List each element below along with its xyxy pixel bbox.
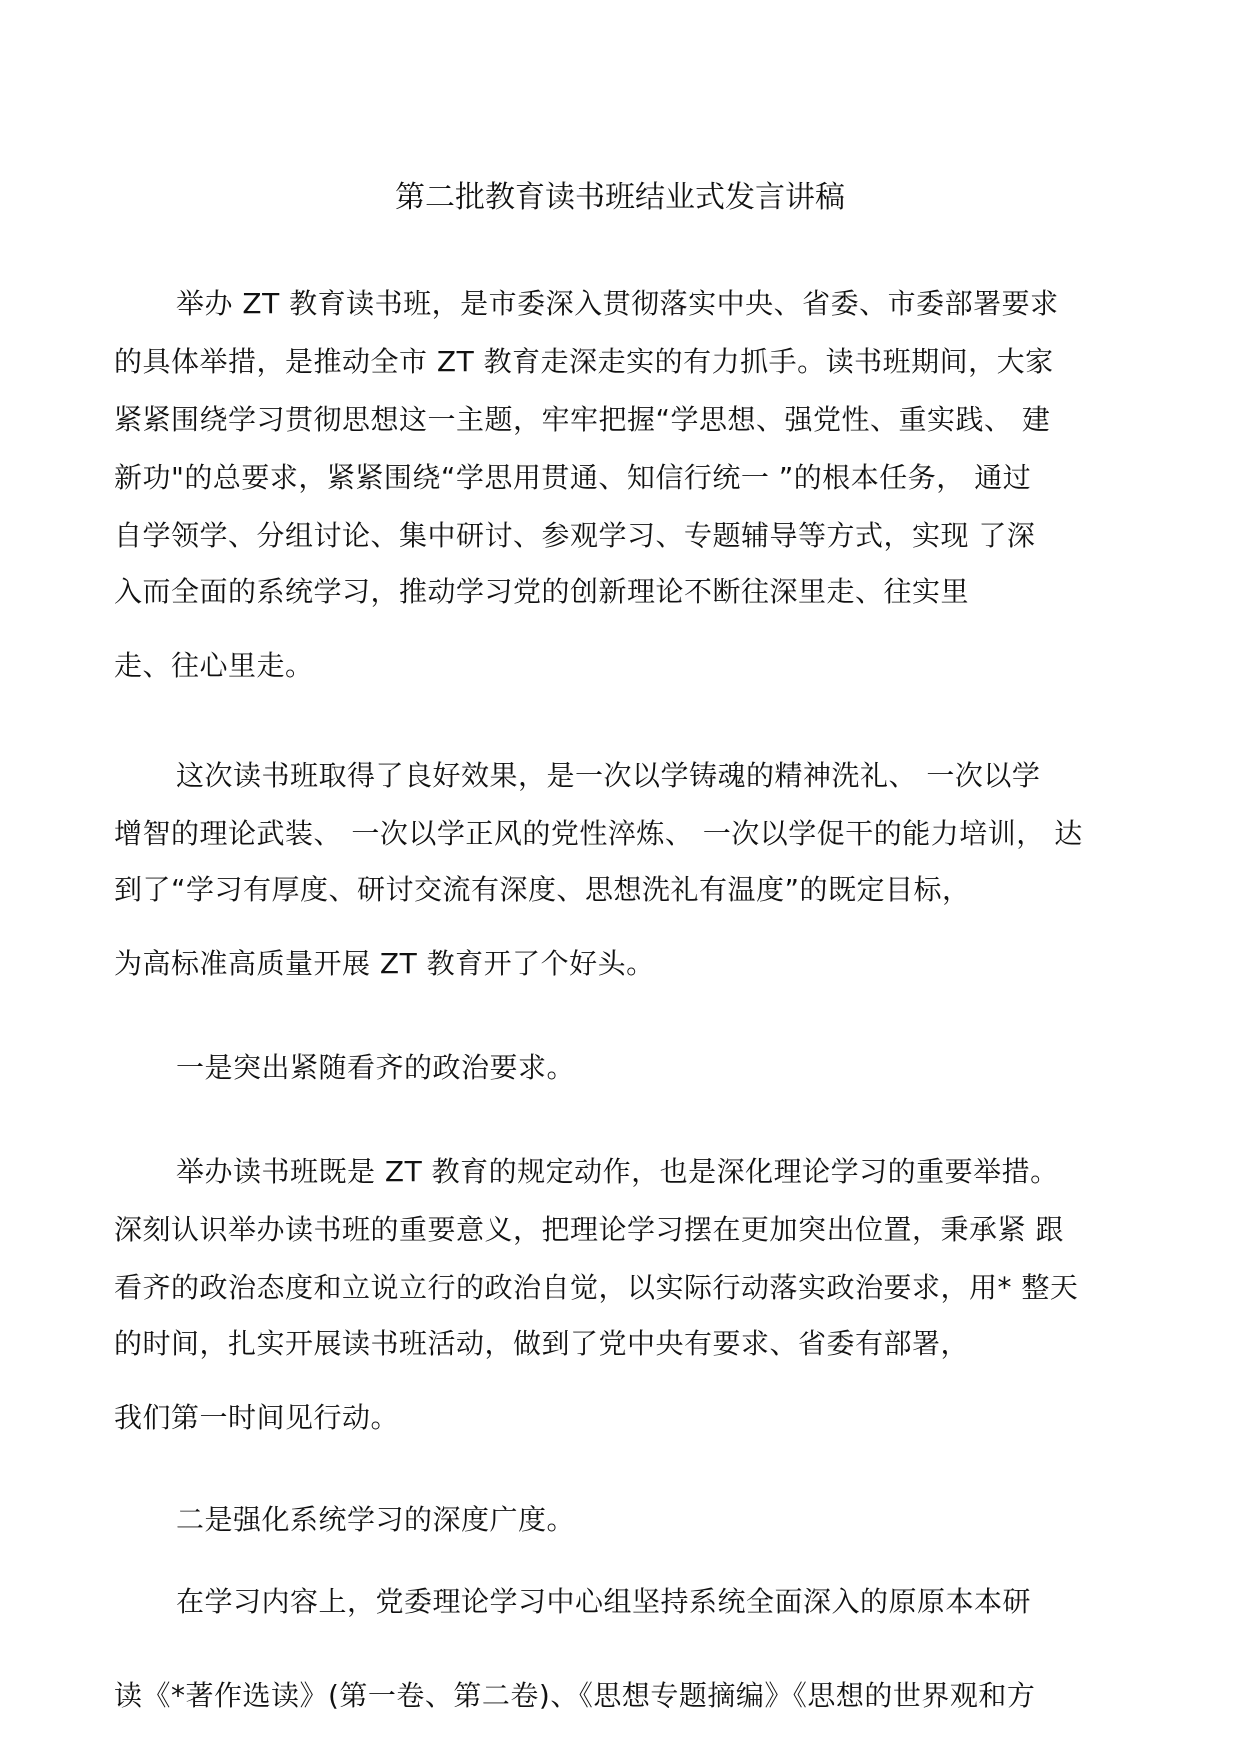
paragraph-line: 深刻认识举办读书班的重要意义，把理论学习摆在更加突出位置，秉承紧 跟: [114, 1213, 1064, 1246]
paragraph-line: 为高标准高质量开展 ZT 教育开了个好头。: [114, 947, 655, 980]
section-heading: 二是强化系统学习的深度广度。: [176, 1503, 576, 1536]
paragraph-line: 在学习内容上，党委理论学习中心组坚持系统全面深入的原原本本研: [176, 1585, 1032, 1618]
paragraph-line: 走、往心里走。: [114, 649, 314, 682]
paragraph-line: 举办读书班既是 ZT 教育的规定动作，也是深化理论学习的重要举措。: [176, 1155, 1059, 1188]
paragraph-line: 自学领学、分组讨论、集中研讨、参观学习、专题辅导等方式，实现 了深: [114, 519, 1036, 552]
paragraph-line: 新功"的总要求，紧紧围绕“学思用贯通、知信行统一 ”的根本任务， 通过: [114, 461, 1032, 494]
paragraph-line: 到了“学习有厚度、研讨交流有深度、思想洗礼有温度”的既定目标，: [114, 873, 971, 906]
document-title: 第二批教育读书班结业式发言讲稿: [395, 180, 845, 215]
paragraph-line: 举办 ZT 教育读书班，是市委深入贯彻落实中央、省委、市委部署要求: [176, 287, 1059, 320]
paragraph-line: 读《*著作选读》(第一卷、第二卷)、《思想专题摘编》《思想的世界观和方: [114, 1679, 1036, 1712]
paragraph-line: 看齐的政治态度和立说立行的政治自觉，以实际行动落实政治要求，用* 整天: [114, 1271, 1079, 1304]
paragraph-line: 这次读书班取得了良好效果，是一次以学铸魂的精神洗礼、 一次以学: [176, 759, 1041, 792]
paragraph-line: 我们第一时间见行动。: [114, 1401, 400, 1434]
section-heading: 一是突出紧随看齐的政治要求。: [176, 1051, 576, 1084]
paragraph-line: 紧紧围绕学习贯彻思想这一主题，牢牢把握“学思想、强党性、重实践、 建: [114, 403, 1051, 436]
paragraph-line: 的具体举措，是推动全市 ZT 教育走深走实的有力抓手。读书班期间，大家: [114, 345, 1054, 378]
paragraph-line: 增智的理论武装、 一次以学正风的党性淬炼、 一次以学促干的能力培训， 达: [114, 817, 1083, 850]
paragraph-line: 入而全面的系统学习，推动学习党的创新理论不断往深里走、往实里: [114, 575, 970, 608]
paragraph-line: 的时间，扎实开展读书班活动，做到了党中央有要求、省委有部署，: [114, 1327, 970, 1360]
